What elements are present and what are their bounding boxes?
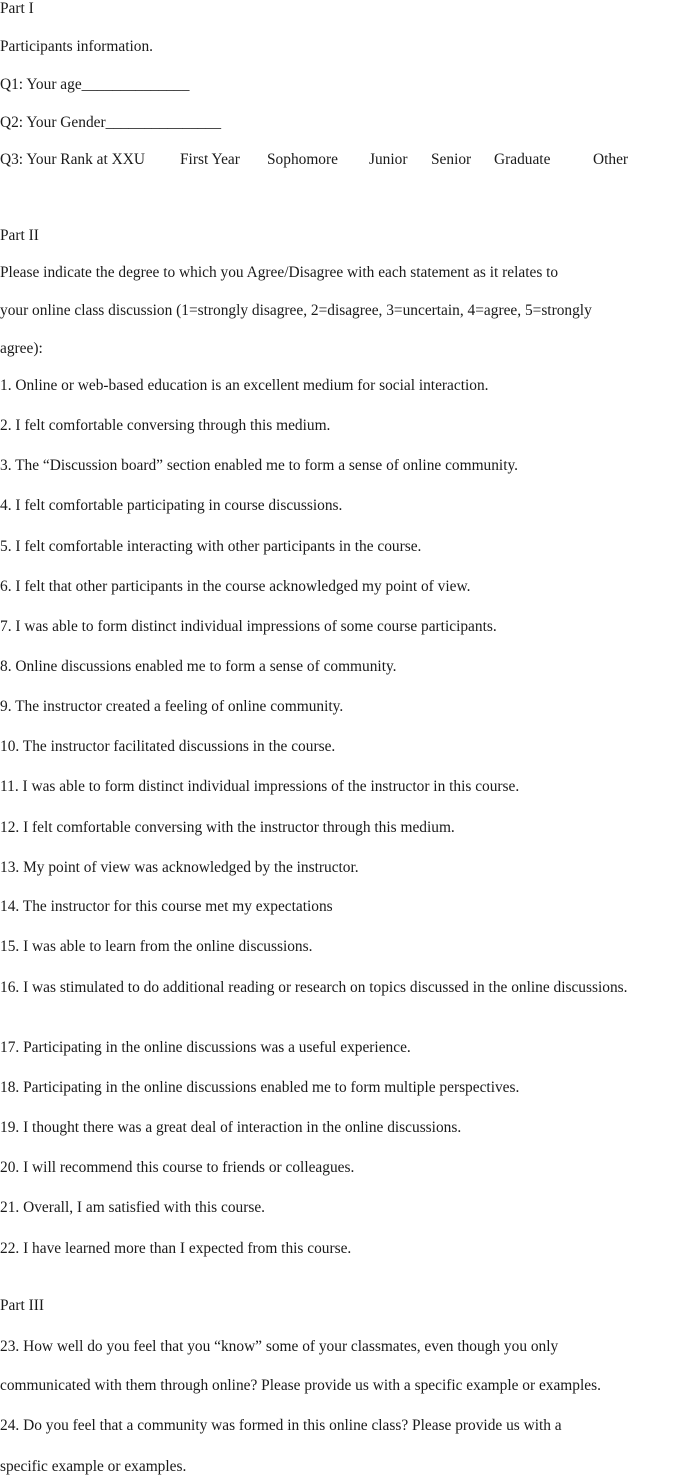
q3-option-junior: Junior (369, 151, 408, 168)
q24-line-2: specific example or examples. (0, 1458, 187, 1475)
q3-option-senior: Senior (431, 151, 472, 168)
statement-item: 21. Overall, I am satisfied with this course. (0, 1199, 265, 1216)
statement-item: 22. I have learned more than I expected from this course. (0, 1240, 352, 1257)
part1-heading: Part I (0, 0, 34, 17)
q3-label: Q3: Your Rank at XXU (0, 151, 145, 168)
statement-item: 6. I felt that other participants in the course acknowledged my point of view. (0, 578, 471, 595)
statement-item: 19. I thought there was a great deal of interaction in the online discussions. (0, 1119, 462, 1136)
statement-item: 16. I was stimulated to do additional reading or research on topics discussed in the online discussions. (0, 979, 628, 996)
statement-item: 7. I was able to form distinct individual impressions of some course participants. (0, 618, 497, 635)
part1-intro: Participants information. (0, 38, 154, 55)
part2-instructions-line-1: Please indicate the degree to which you Agree/Disagree with each statement as it relates to (0, 264, 559, 281)
statement-item: 10. The instructor facilitated discussions in the course. (0, 738, 336, 755)
part2-instructions-line-2: your online class discussion (1=strongly disagree, 2=disagree, 3=uncertain, 4=agree, 5=strongly (0, 302, 592, 319)
statement-item: 12. I felt comfortable conversing with the instructor through this medium. (0, 819, 455, 836)
q2-gender-field: Q2: Your Gender_______________ (0, 114, 222, 131)
statement-item: 13. My point of view was acknowledged by the instructor. (0, 859, 359, 876)
q23-line-2: communicated with them through online? Please provide us with a specific example or examples. (0, 1377, 601, 1394)
q23-line-1: 23. How well do you feel that you “know” some of your classmates, even though you only (0, 1338, 559, 1355)
q3-option-graduate: Graduate (494, 151, 551, 168)
statement-item: 5. I felt comfortable interacting with other participants in the course. (0, 538, 422, 555)
statement-item: 2. I felt comfortable conversing through this medium. (0, 417, 331, 434)
statement-item: 11. I was able to form distinct individual impressions of the instructor in this course. (0, 778, 520, 795)
statement-item: 1. Online or web-based education is an excellent medium for social interaction. (0, 377, 489, 394)
q3-rank-row (0, 151, 685, 169)
statement-item: 4. I felt comfortable participating in course discussions. (0, 497, 343, 514)
statement-item: 18. Participating in the online discussions enabled me to form multiple perspectives. (0, 1079, 520, 1096)
q3-option-sophomore: Sophomore (267, 151, 338, 168)
statement-item: 14. The instructor for this course met my expectations (0, 898, 333, 915)
part2-instructions-line-3: agree): (0, 340, 43, 357)
statement-item: 3. The “Discussion board” section enabled me to form a sense of online community. (0, 457, 519, 474)
statement-item: 17. Participating in the online discussions was a useful experience. (0, 1039, 411, 1056)
q3-option-first-year: First Year (180, 151, 240, 168)
statement-item: 8. Online discussions enabled me to form a sense of community. (0, 658, 397, 675)
statement-item: 20. I will recommend this course to friends or colleagues. (0, 1159, 355, 1176)
part2-heading: Part II (0, 227, 39, 244)
q24-line-1: 24. Do you feel that a community was formed in this online class? Please provide us with a (0, 1417, 562, 1434)
statement-item: 15. I was able to learn from the online discussions. (0, 938, 313, 955)
q3-option-other: Other (593, 151, 629, 168)
part3-heading: Part III (0, 1297, 45, 1314)
statement-item: 9. The instructor created a feeling of online community. (0, 698, 344, 715)
q1-age-field: Q1: Your age______________ (0, 76, 190, 93)
